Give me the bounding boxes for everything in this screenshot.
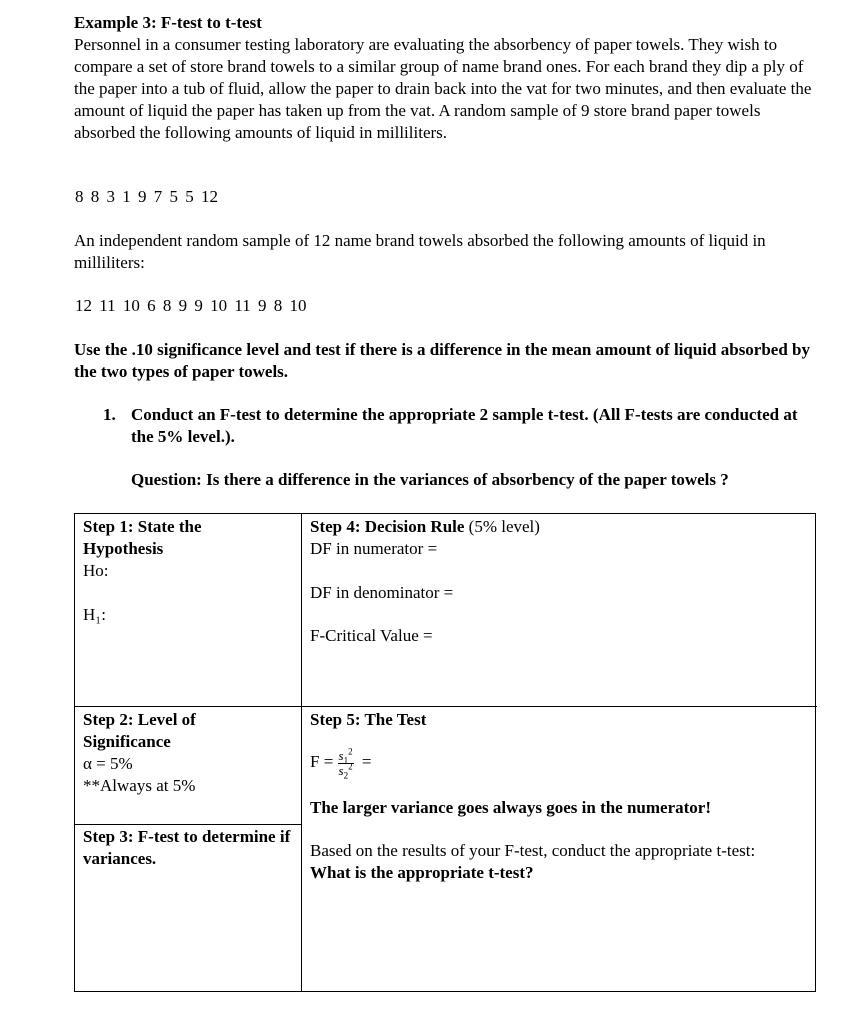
f-label: F = [310,752,334,771]
step1-title: Step 1: State the Hypothesis [83,517,202,558]
step3-cell [83,826,293,870]
step4-title-bold: Step 4: Decision Rule [310,517,465,536]
formula-equals: = [361,752,372,771]
numerator-exponent: 2 [348,746,353,757]
step2-note: **Always at 5% [83,776,196,795]
step1-ho: Ho: [83,561,109,580]
instruction: Use the .10 significance level and test if there is a difference in the mean amount of liquid absorbed by the two types of paper towels. [74,340,811,381]
step3-title: Step 3: F-test to determine if variances. [83,827,291,868]
step4-df-denominator: DF in denominator = [310,583,454,602]
step2-cell [83,709,293,797]
store-brand-data: 8 8 3 1 9 7 5 5 12 [75,187,218,206]
denominator-variable: s [338,762,344,778]
table-divider-row1 [75,706,817,707]
step4-cell [310,516,810,647]
name-brand-intro: An independent random sample of 12 name brand towels absorbed the following amounts of liquid in milliliters: [74,231,766,272]
denominator-exponent: 2 [348,761,353,772]
question-number: 1. [103,405,116,424]
ratio-denominator [338,761,354,781]
f-formula [310,745,815,779]
name-brand-data: 12 11 10 6 8 9 9 10 11 9 8 10 [75,296,307,315]
step5-cell [310,709,815,884]
step4-title [310,516,810,538]
table-divider-step3 [75,824,301,825]
question-text: Conduct an F-test to determine the appropriate 2 sample t-test. (All F-tests are conducted at the 5% level.). [131,405,798,446]
step4-f-critical: F-Critical Value = [310,626,433,645]
intro-paragraph: Personnel in a consumer testing laboratory are evaluating the absorbency of paper towels. They wish to compare a set of store brand towels to a similar group of name brand ones. For each brand they dip a ply of the paper into a tub of fluid, allow the paper to drain back into the vat for two minutes, and then evaluate the amount of liquid the paper has taken up from the vat. A random sample of 9 store brand paper towels absorbed the following amounts of liquid in milliliters. [74,35,812,142]
step2-alpha: α = 5% [83,754,133,773]
step5-title: Step 5: The Test [310,710,427,729]
step1-h1: H₁: [83,605,106,624]
step4-df-numerator: DF in numerator = [310,539,438,558]
steps-table [74,513,816,992]
variance-question: Question: Is there a difference in the variances of absorbency of the paper towels ? [131,470,729,489]
variance-ratio [338,746,354,781]
step1-cell [83,516,293,626]
step5-note: The larger variance goes always goes in the numerator! [310,798,712,817]
table-divider-vertical [301,514,302,991]
numerator-subscript: 1 [343,755,349,766]
numerator-variable: s [338,747,344,763]
step5-question: What is the appropriate t-test? [310,863,534,882]
step2-title: Step 2: Level of Significance [83,710,196,751]
denominator-subscript: 2 [343,770,349,781]
step4-title-rest: (5% level) [464,517,540,536]
step5-based: Based on the results of your F-test, conduct the appropriate t-test: [310,841,756,860]
example-title: Example 3: F-test to t-test [74,13,262,32]
